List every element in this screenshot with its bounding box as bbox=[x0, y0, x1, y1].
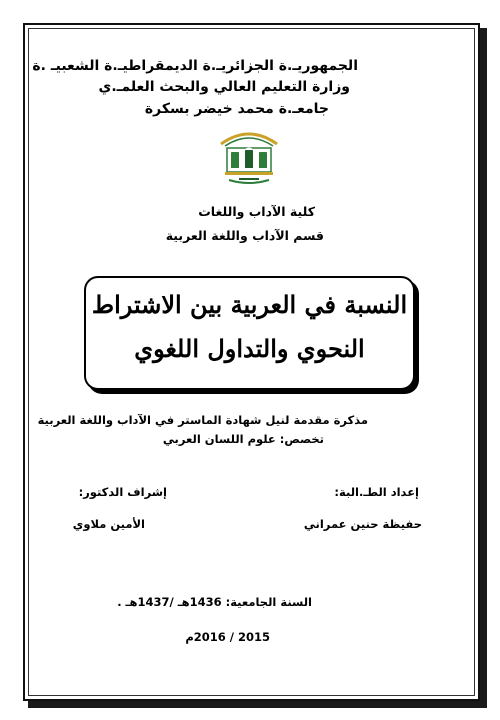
thesis-title-line-1: النسبة في العربية بين الاشتراط bbox=[91, 290, 408, 319]
faculty-name: كلية الآداب واللغات bbox=[198, 204, 315, 219]
supervisor-label: إشراف الدكتور: bbox=[78, 485, 167, 499]
academic-year: السنة الجامعية: 1436هـ /1437هـ . bbox=[117, 595, 312, 609]
prepared-by-label: إعداد الطـ.البة: bbox=[334, 485, 419, 499]
republic-line: الجمهوريـ.ة الجزائريـ.ة الديمقراطيـ.ة الشعبيـ .ة bbox=[32, 58, 358, 74]
university-line: جامعـ.ة محمد خيضر بسكرة bbox=[144, 101, 329, 117]
supervisor-name: الأمين ملاوي bbox=[72, 517, 145, 531]
thesis-title-box bbox=[84, 276, 415, 390]
memo-description: مذكرة مقدمة لنيل شهادة الماستر في الآداب واللغة العربية bbox=[37, 413, 368, 427]
student-name: حفيظة حنين عمراني bbox=[303, 517, 422, 531]
university-logo-icon bbox=[213, 122, 285, 188]
page-frame-shadow bbox=[28, 701, 487, 708]
thesis-title-line-2: النحوي والتداول اللغوي bbox=[134, 334, 365, 363]
gregorian-year: 2015 / 2016م bbox=[185, 630, 270, 644]
ministry-line: وزارة التعليم العالي والبحث العلمـ.ي bbox=[98, 79, 350, 95]
department-name: قسم الآداب واللغة العربية bbox=[165, 228, 324, 243]
page-frame-shadow bbox=[480, 28, 487, 706]
specialty-line: تخصص: علوم اللسان العربي bbox=[162, 432, 324, 446]
